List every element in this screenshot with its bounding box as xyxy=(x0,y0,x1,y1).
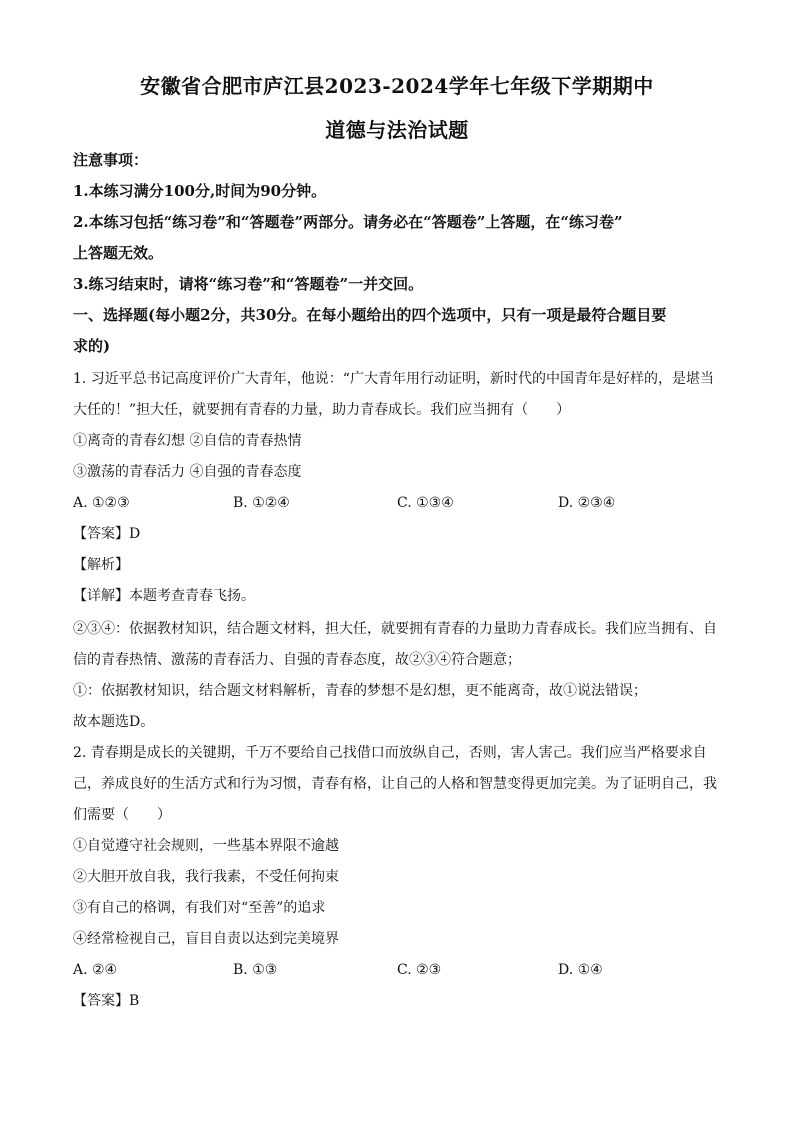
q1-option-d: D. ②③④ xyxy=(558,495,616,511)
q2-item-2: ②大胆开放自我，我行我素，不受任何拘束 xyxy=(73,869,339,885)
section-heading-line-2: 求的) xyxy=(73,337,111,355)
q1-stem-line-1: 1. 习近平总书记高度评价广大青年，他说：“广大青年用行动证明，新时代的中国青年是好样的，是堪当 xyxy=(73,371,714,387)
detail-text: 本题考查青春飞扬。 xyxy=(129,588,255,604)
q2-stem-line-2: 己，养成良好的生活方式和行为习惯，青春有格，让自己的人格和智慧变得更加完美。为了证明自己，我 xyxy=(73,776,717,792)
exam-title: 安徽省合肥市庐江县2023-2024学年七年级下学期期中 xyxy=(140,74,654,98)
section-heading-line-1: 一、选择题(每小题2分，共30分。在每小题给出的四个选项中，只有一项是最符合题目要 xyxy=(73,306,667,324)
q1-option-c: C. ①③④ xyxy=(397,495,454,511)
q1-item-line-1: ①离奇的青春幻想 ②自信的青春热情 xyxy=(73,433,302,449)
q1-stem-line-2: 大任的！”担大任，就要拥有青春的力量，助力青春成长。我们应当拥有（ ） xyxy=(73,402,571,418)
q1-analysis-label: 【解析】 xyxy=(73,557,129,573)
notes-heading: 注意事项： xyxy=(73,151,149,169)
q2-stem-line-3: 们需要（ ） xyxy=(73,807,171,823)
q1-option-a: A. ①②③ xyxy=(73,495,130,511)
q2-item-1: ①自觉遵守社会规则，一些基本界限不逾越 xyxy=(73,838,339,854)
q2-option-c: C. ②③ xyxy=(397,962,442,978)
note-1: 1.本练习满分100分,时间为90分钟。 xyxy=(73,182,327,200)
q2-option-a: A. ②④ xyxy=(73,962,118,978)
q1-detail xyxy=(73,586,733,606)
detail-label: 【详解】 xyxy=(73,588,129,604)
answer-value: D xyxy=(129,526,141,542)
q1-explanation-line-1: ②③④：依据教材知识，结合题文材料，担大任，就要拥有青春的力量助力青春成长。我们应当拥有、自 xyxy=(73,621,717,637)
answer-value: B xyxy=(129,993,140,1009)
q1-answer xyxy=(73,524,733,544)
note-3: 3.练习结束时，请将“练习卷”和“答题卷”一并交回。 xyxy=(73,275,424,293)
note-2-line-2: 上答题无效。 xyxy=(73,244,164,262)
answer-label: 【答案】 xyxy=(73,993,129,1009)
q1-explanation-line-2: 信的青春热情、激荡的青春活力、自强的青春态度，故②③④符合题意； xyxy=(73,652,521,668)
q2-item-3: ③有自己的格调，有我们对“至善”的追求 xyxy=(73,900,326,916)
q2-option-d: D. ①④ xyxy=(558,962,603,978)
q1-explanation-line-3: ①：依据教材知识，结合题文材料解析，青春的梦想不是幻想，更不能离奇，故①说法错误； xyxy=(73,683,647,699)
q1-conclusion: 故本题选D。 xyxy=(73,714,155,730)
note-2-line-1: 2.本练习包括“练习卷”和“答题卷”两部分。请务必在“答题卷”上答题，在“练习卷” xyxy=(73,213,623,231)
q2-item-4: ④经常检视自己，盲目自责以达到完美境界 xyxy=(73,931,339,947)
q2-answer xyxy=(73,991,733,1011)
exam-subtitle: 道德与法治试题 xyxy=(325,118,469,142)
q2-stem-line-1: 2. 青春期是成长的关键期，千万不要给自己找借口而放纵自己，否则，害人害己。我们应当严格要求自 xyxy=(73,745,707,761)
q1-option-b: B. ①②④ xyxy=(233,495,290,511)
q2-option-b: B. ①③ xyxy=(233,962,278,978)
answer-label: 【答案】 xyxy=(73,526,129,542)
q1-item-line-2: ③激荡的青春活力 ④自强的青春态度 xyxy=(73,464,302,480)
